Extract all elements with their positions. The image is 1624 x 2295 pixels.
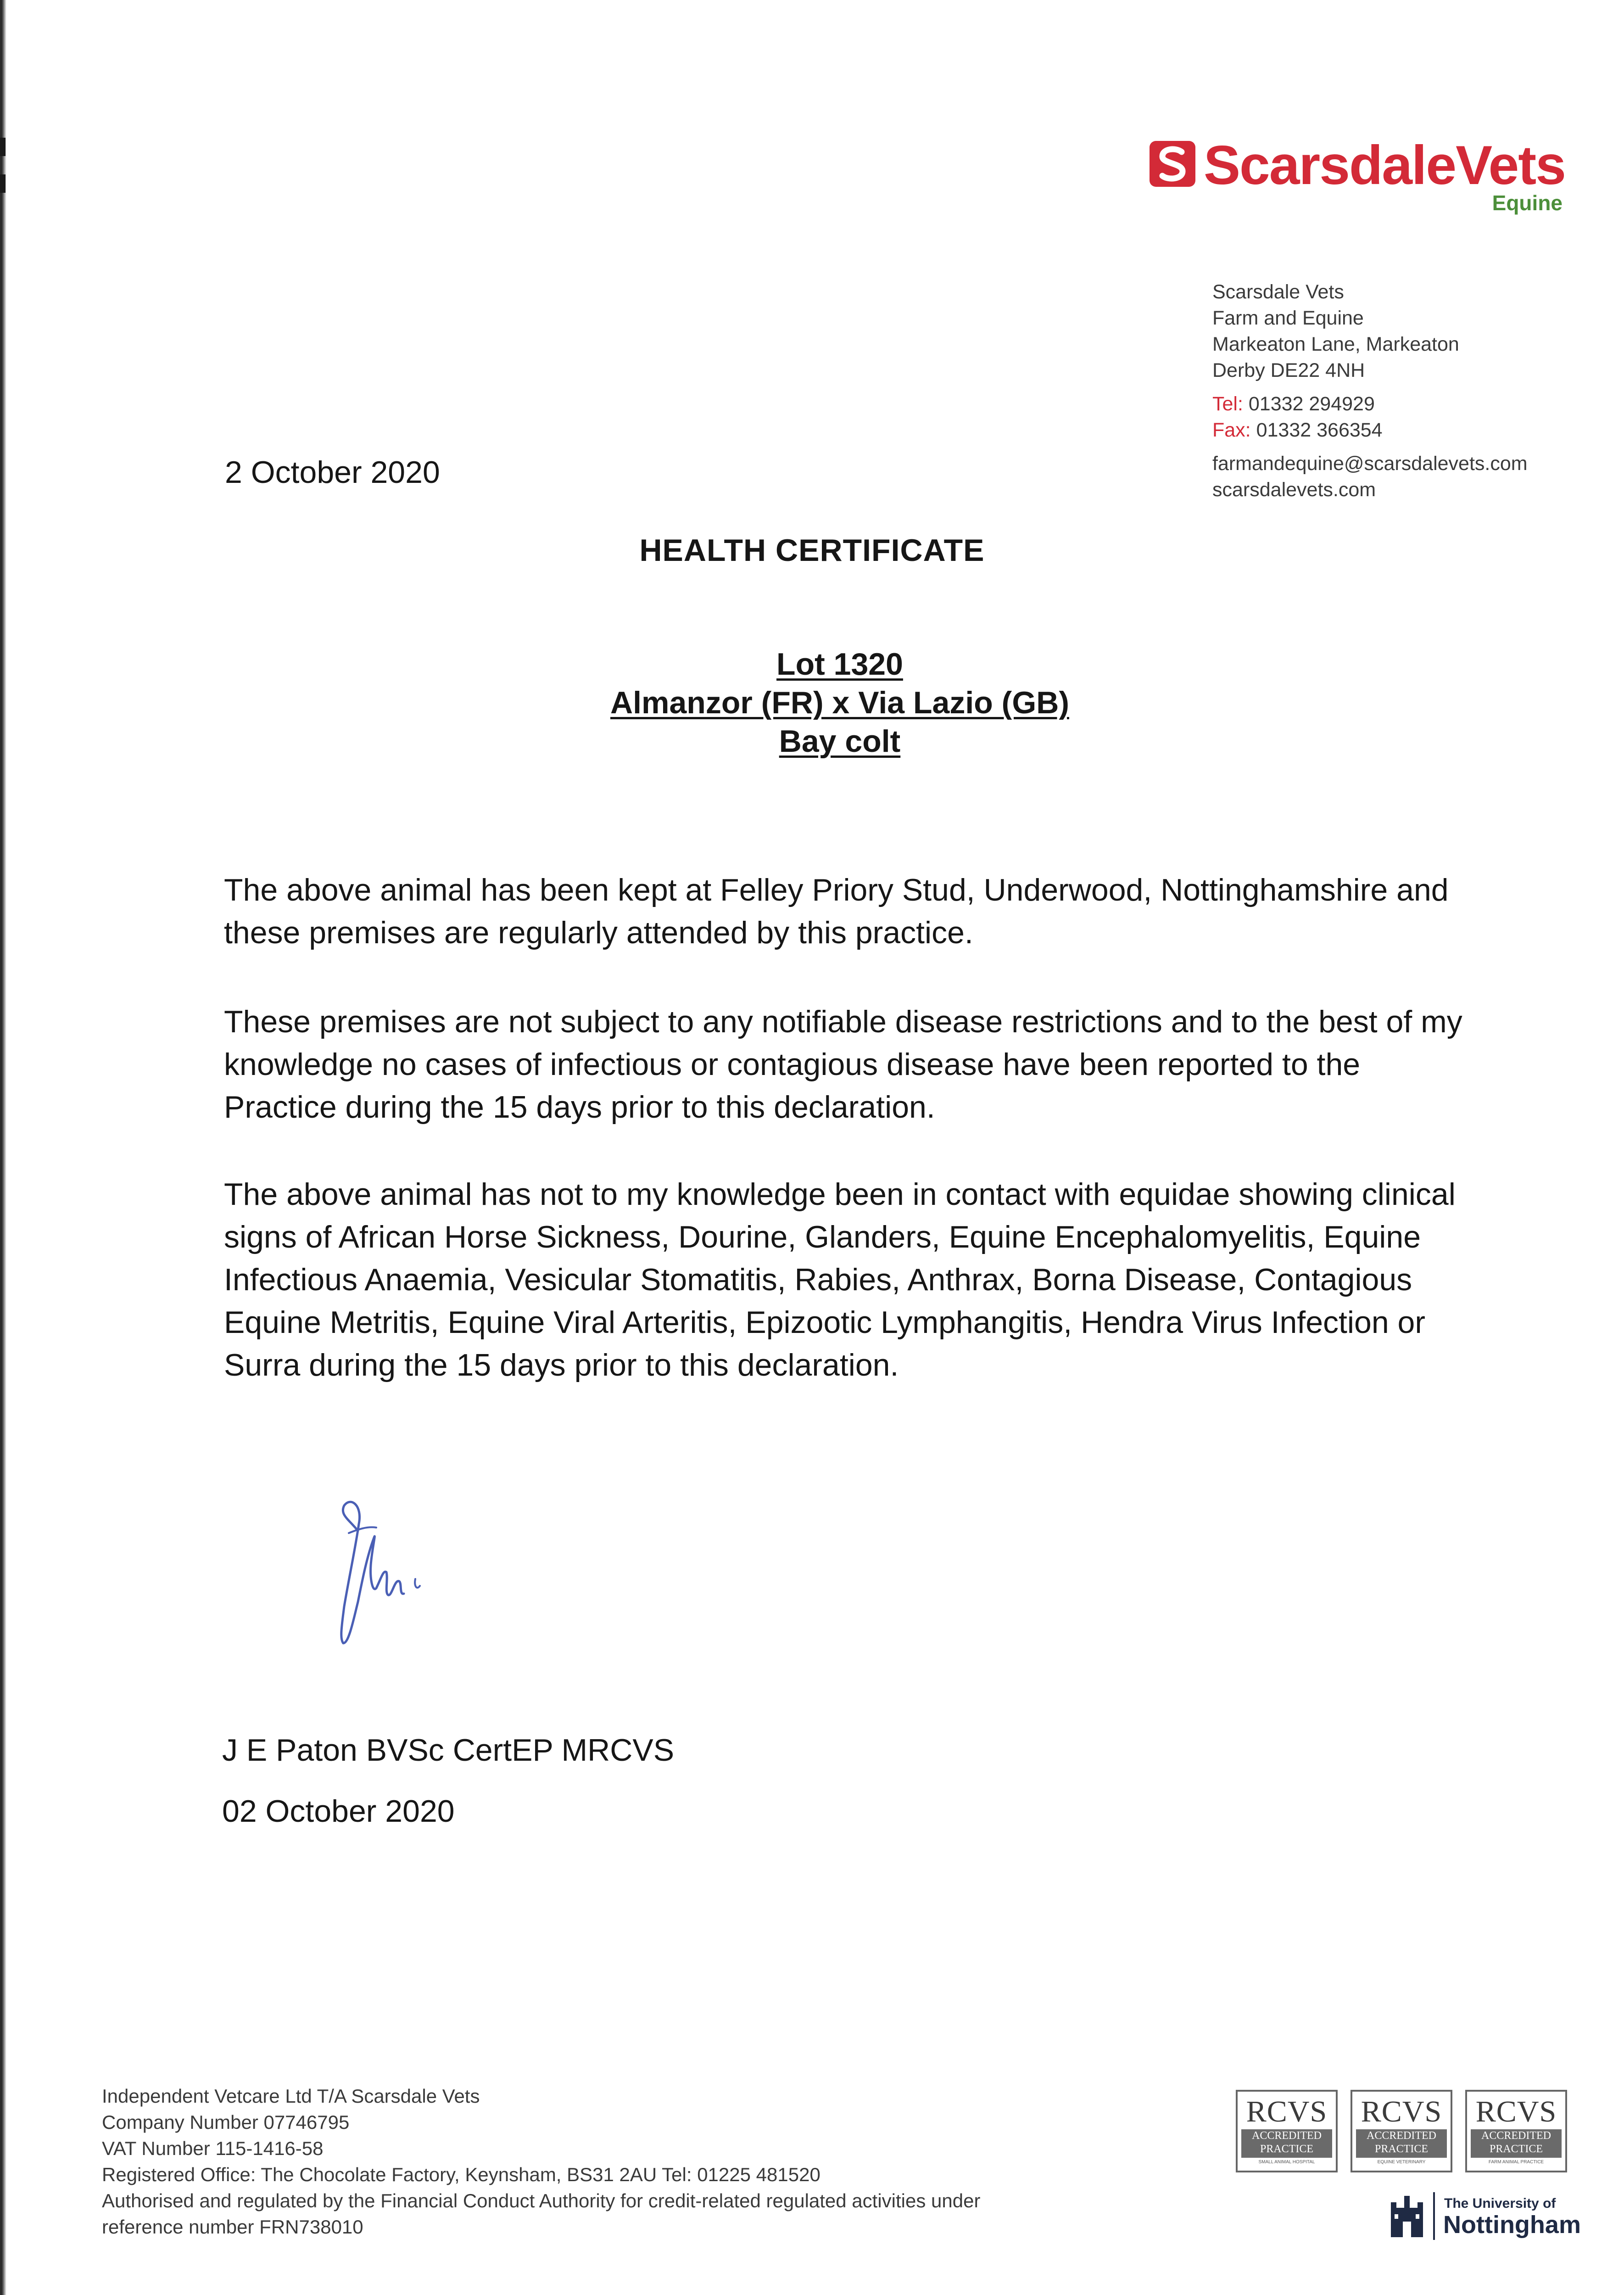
address-line: Derby DE22 4NH [1212,359,1365,381]
badge-label: ACCREDITED PRACTICE [1356,2129,1447,2158]
scan-mark [0,174,6,193]
signatory-name: J E Paton BVSc CertEP MRCVS [222,1733,675,1768]
badge-label: ACCREDITED PRACTICE [1241,2129,1332,2158]
email: farmandequine@scarsdalevets.com [1212,453,1528,475]
university-name: Nottingham [1443,2211,1581,2239]
rcvs-badge [1351,2090,1452,2172]
footer-line: Company Number 07746795 [102,2111,350,2133]
footer-line: reference number FRN738010 [102,2216,363,2238]
footer-line: VAT Number 115-1416-58 [102,2138,324,2159]
company-footer [102,2083,980,2240]
footer-line: Registered Office: The Chocolate Factory, Keynsham, BS31 2AU Tel: 01225 481520 [102,2164,820,2185]
fax-number: 01332 366354 [1256,419,1383,441]
signed-date: 02 October 2020 [222,1794,455,1829]
address-line: Scarsdale Vets [1212,281,1344,303]
tel-number: 01332 294929 [1248,393,1375,415]
fax [1212,417,1528,443]
castle-crest-icon [1388,2194,1426,2240]
website: scarsdalevets.com [1212,479,1376,501]
badge-title: RCVS [1475,2095,1557,2128]
badge-label: ACCREDITED PRACTICE [1471,2129,1562,2158]
scan-mark [0,138,6,156]
footer-line: Independent Vetcare Ltd T/A Scarsdale Vets [102,2085,480,2107]
address-line: Markeaton Lane, Markeaton [1212,333,1459,355]
logo-subtitle: Equine [1492,191,1563,215]
rcvs-badge [1465,2090,1567,2172]
horse-description: Bay colt [779,724,901,759]
lot-details [0,645,1624,761]
footer-line: Authorised and regulated by the Financial Conduct Authority for credit-related regulated activities under [102,2190,981,2211]
scarsdale-logo [1150,135,1563,218]
paragraph-diseases: The above animal has not to my knowledge been in contact with equidae showing clinical signs of African Horse Sickness, Dourine, Glanders, Equine Encephalomyelitis, Equine Infectious Anaemia, Vesicular Stomatitis, Rabies, Anthrax, Borna Disease, Contagious Equine Metritis, Equine Viral Arteritis, Epizootic Lymphangitis, Hendra Virus Infection or Surra during the 15 days prior to this declaration. [224,1177,1456,1383]
lot-number: Lot 1320 [776,647,903,682]
signature [330,1487,468,1662]
university-small: The University of [1444,2196,1556,2211]
logo-divider [1433,2192,1435,2240]
rcvs-badge [1236,2090,1338,2172]
logo-s-icon [1150,141,1195,187]
address-line: Farm and Equine [1212,307,1364,329]
badge-small: SMALL ANIMAL HOSPITAL [1258,2160,1315,2165]
letter-date: 2 October 2020 [225,455,440,490]
practice-address [1212,279,1528,503]
paragraph-premises: The above animal has been kept at Felley Priory Stud, Underwood, Nottinghamshire and these premises are regularly attended by this practice. [224,873,1449,950]
fax-label: Fax: [1212,419,1251,441]
breeding: Almanzor (FR) x Via Lazio (GB) [610,685,1069,720]
badge-small: FARM ANIMAL PRACTICE [1488,2160,1544,2165]
badge-title: RCVS [1361,2095,1442,2128]
logo-name: ScarsdaleVets [1204,134,1565,196]
telephone [1212,391,1528,417]
badge-small: EQUINE VETERINARY [1377,2160,1426,2165]
badge-title: RCVS [1246,2095,1328,2128]
scan-edge [0,0,6,2295]
university-logo [1388,2189,1581,2245]
certificate-title: HEALTH CERTIFICATE [639,533,985,568]
paragraph-restrictions: These premises are not subject to any notifiable disease restrictions and to the best of my knowledge no cases of infectious or contagious disease have been reported to the Practice during the 15 days prior to this declaration. [224,1004,1462,1125]
tel-label: Tel: [1212,393,1243,415]
